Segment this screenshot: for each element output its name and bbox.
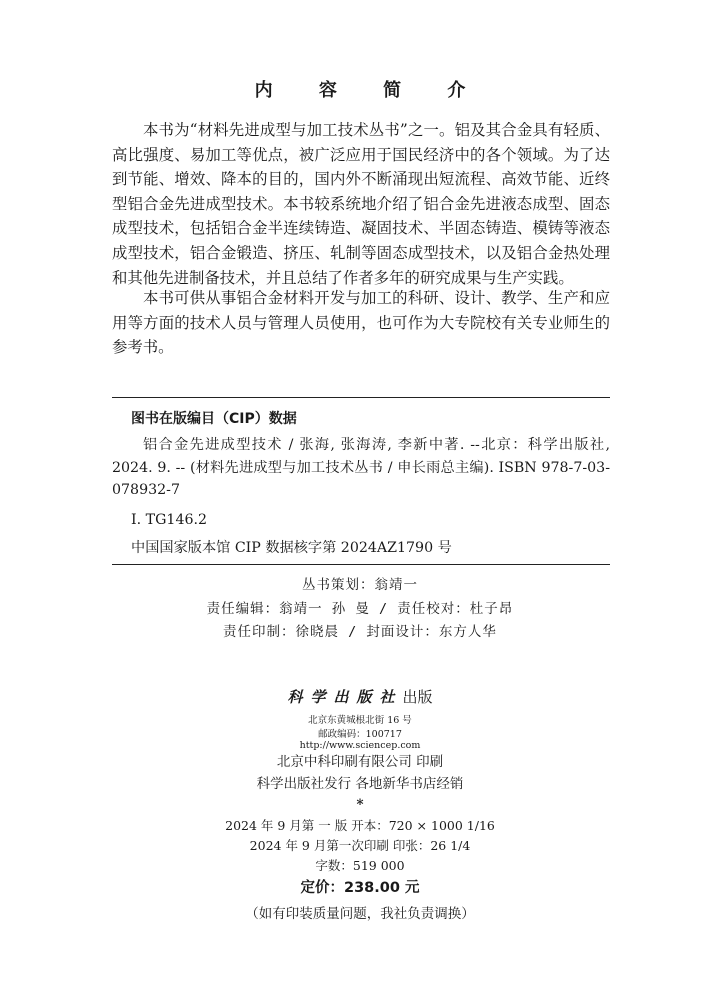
divider-bottom [112, 564, 610, 565]
publisher-postcode: 邮政编码：100717 [318, 729, 402, 740]
edition-line: 2024 年 9 月第 一 版 开本：720 × 1000 1/16 [225, 818, 495, 833]
cip-record: 铝合金先进成型技术 / 张海, 张海涛, 李新中著. --北京：科学出版社, 2024. 9. -- (材料先进成型与加工技术丛书 / 申长雨总主编). ISBN 978-7-03-078932-7 [112, 437, 610, 498]
separator-star: * [356, 797, 364, 813]
publisher-suffix: 出版 [402, 688, 433, 706]
publisher-url: http://www.sciencep.com [299, 740, 421, 751]
distribution-line: 科学出版社发行 各地新华书店经销 [256, 776, 464, 792]
word-count: 字数：519 000 [315, 858, 405, 873]
editors-line: 责任编辑：翁靖一 孙 曼 / 责任校对：杜子昂 [206, 601, 514, 617]
page-title: 内 容 简 介 [254, 80, 486, 101]
cip-record-number: 中国国家版本馆 CIP 数据核字第 2024AZ1790 号 [131, 540, 452, 556]
printer-line: 北京中科印刷有限公司 印刷 [276, 754, 444, 770]
intro-paragraph: 本书为“材料先进成型与加工技术丛书”之一。铝及其合金具有轻质、高比强度、易加工等优点，被广泛应用于国民经济中的各个领域。为了达到节能、增效、降本的目的，国内外不断涌现出短流程、高效节能、近终型铝合金先进成型技术。本书较系统地介绍了铝合金先进液态成型、固态成型技术，包括铝合金半连续铸造、凝固技术、半固态铸造、模铸等液态成型技术，铝合金锻造、挤压、轧制等固态成型技术，以及铝合金热处理和其他先进制备技术，并且总结了作者多年的研究成果与生产实践。 [112, 121, 610, 287]
cip-heading: 图书在版编目（CIP）数据 [131, 411, 297, 427]
publisher-line [0, 686, 720, 707]
divider-top [112, 397, 610, 398]
printing-line: 2024 年 9 月第一次印刷 印张：26 1/4 [249, 838, 471, 853]
quality-notice: （如有印装质量问题，我社负责调换） [245, 906, 475, 922]
intro-paragraph: 本书可供从事铝合金材料开发与加工的科研、设计、教学、生产和应用等方面的技术人员与管理人员使用，也可作为大专院校有关专业师生的参考书。 [112, 289, 610, 357]
publisher-name: 科学出版社 [287, 688, 403, 706]
series-planner: 丛书策划：翁靖一 [302, 577, 418, 593]
cip-classification: Ⅰ. TG146.2 [131, 512, 208, 528]
production-line: 责任印制：徐晓晨 / 封面设计：东方人华 [223, 624, 497, 640]
publisher-address: 北京东黄城根北街 16 号 [308, 715, 412, 726]
price: 定价：238.00 元 [300, 880, 420, 896]
